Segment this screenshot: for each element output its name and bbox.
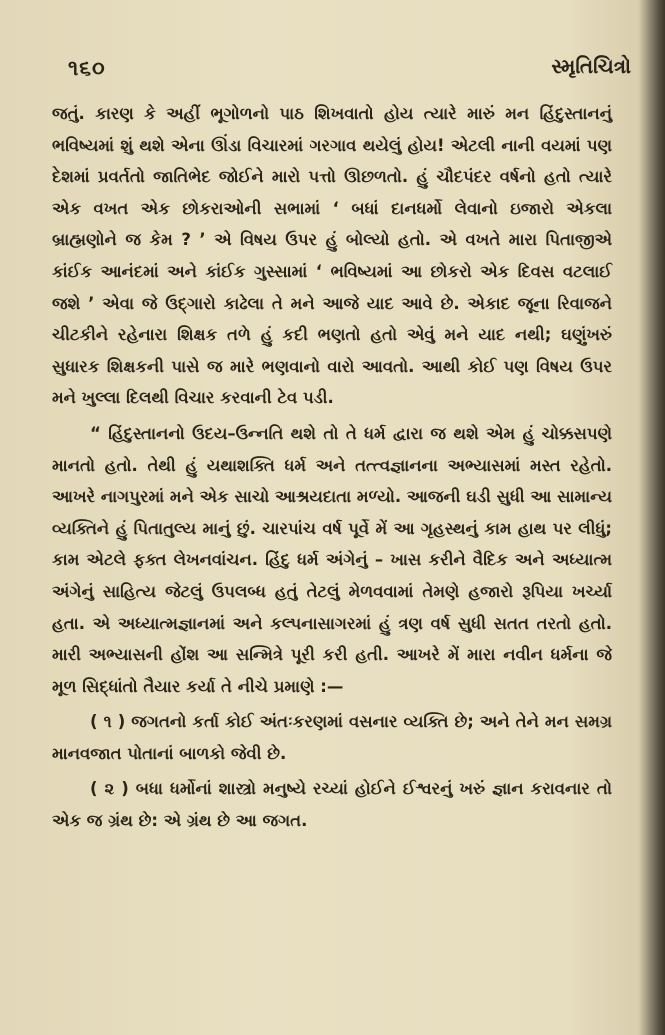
body-text bbox=[52, 98, 612, 837]
principle-1: ( ૧ ) જગતનો કર્તા કોઈ અંતઃકરણમાં વસનાર વ્યક્તિ છે; અને તેને મન સમગ્ર માનવજાત પોતાનાં બાળકો જેવી છે. bbox=[52, 712, 612, 763]
principle-2: ( ૨ ) બધા ધર્મોનાં શાસ્ત્રો મનુષ્યે રચ્યાં હોઈને ઈશ્વરનું ખરું જ્ઞાન કરાવનાર તો એક જ ગ્રંથ છે: એ ગ્રંથ છે આ જગત. bbox=[52, 779, 612, 831]
paragraph-2: “ હિંદુસ્તાનનો ઉદય–ઉન્નતિ થશે તો તે ધર્મ દ્વારા જ થશે એમ હું ચોક્કસપણે માનતો હતો. તેથી હું યથાશક્તિ ધર્મ અને તત્ત્વજ્ઞાનના અભ્યાસમાં મસ્ત રહેતો. આખરે નાગપુરમાં મને એક સાચો આશ્રયદાતા મળ્યો. આજની ઘડી સુધી આ સામાન્ય વ્યક્તિને હું પિતાતુલ્ય માનું છું. ચારપાંચ વર્ષ પૂર્વે મેં આ ગૃહસ્થનું કામ હાથ પર લીધું; કામ એટલે ફક્ત લેખનવાંચન. હિંદુ ધર્મ અંગેનું – ખાસ કરીને વૈદિક અને અધ્યાત્મ અંગેનું સાહિત્ય જેટલું ઉપલબ્ધ હતું તેટલું મેળવવામાં તેમણે હજારો રૂપિયા ખર્ચ્યા હતા. એ અધ્યાત્મજ્ઞાનમાં અને કલ્પનાસાગરમાં હું ત્રણ વર્ષ સુધી સતત તરતો હતો. મારી અભ્યાસની હોંશ આ સન્મિત્રે પૂરી કરી હતી. આખરે મેં મારા નવીન ધર્મના જે મૂળ સિદ્ધાંતો તૈયાર કર્યા તે નીચે પ્રમાણે :— bbox=[52, 423, 612, 696]
running-title: સ્મૃતિચિત્રો bbox=[551, 54, 631, 78]
page-number: ૧૬૦ bbox=[68, 56, 106, 80]
paragraph-1: જતું. કારણ કે અહીં ભૂગોળનો પાઠ શિખવાતો હોય ત્યારે મારું મન હિંદુસ્તાનનું ભવિષ્યમાં શું થશે એના ઊંડા વિચારમાં ગરગાવ થયેલું હોય! એટલી નાની વયમાં પણ દેશમાં પ્રવર્તતો જાતિભેદ જોઈને મારો પત્તો ઊછળતો. હું ચૌદપંદર વર્ષનો હતો ત્યારે એક વખત એક છોકરાઓની સભામાં ‘ બધાં દાનધર્મો લેવાનો ઇજારો એકલા બ્રાહ્મણોને જ કેમ ? ’ એ વિષય ઉપર હું બોલ્યો હતો. એ વખતે મારા પિતાજીએ કાંઈક આનંદમાં અને કાંઈક ગુસ્સામાં ‘ ભવિષ્યમાં આ છોકરો એક દિવસ વટલાઈ જશે ’ એવા જે ઉદ્ગારો કાઢેલા તે મને આજે યાદ આવે છે. એકાદ જૂના રિવાજને ચીટકીને રહેનારા શિક્ષક તળે હું કદી ભણતો હતો એવું મને યાદ નથી; ઘણુંખરું સુધારક શિક્ષકની પાસે જ મારે ભણવાનો વારો આવતો. આથી કોઈ પણ વિષય ઉપર મને ખુલ્લા દિલથી વિચાર કરવાની ટેવ પડી. bbox=[52, 104, 612, 408]
